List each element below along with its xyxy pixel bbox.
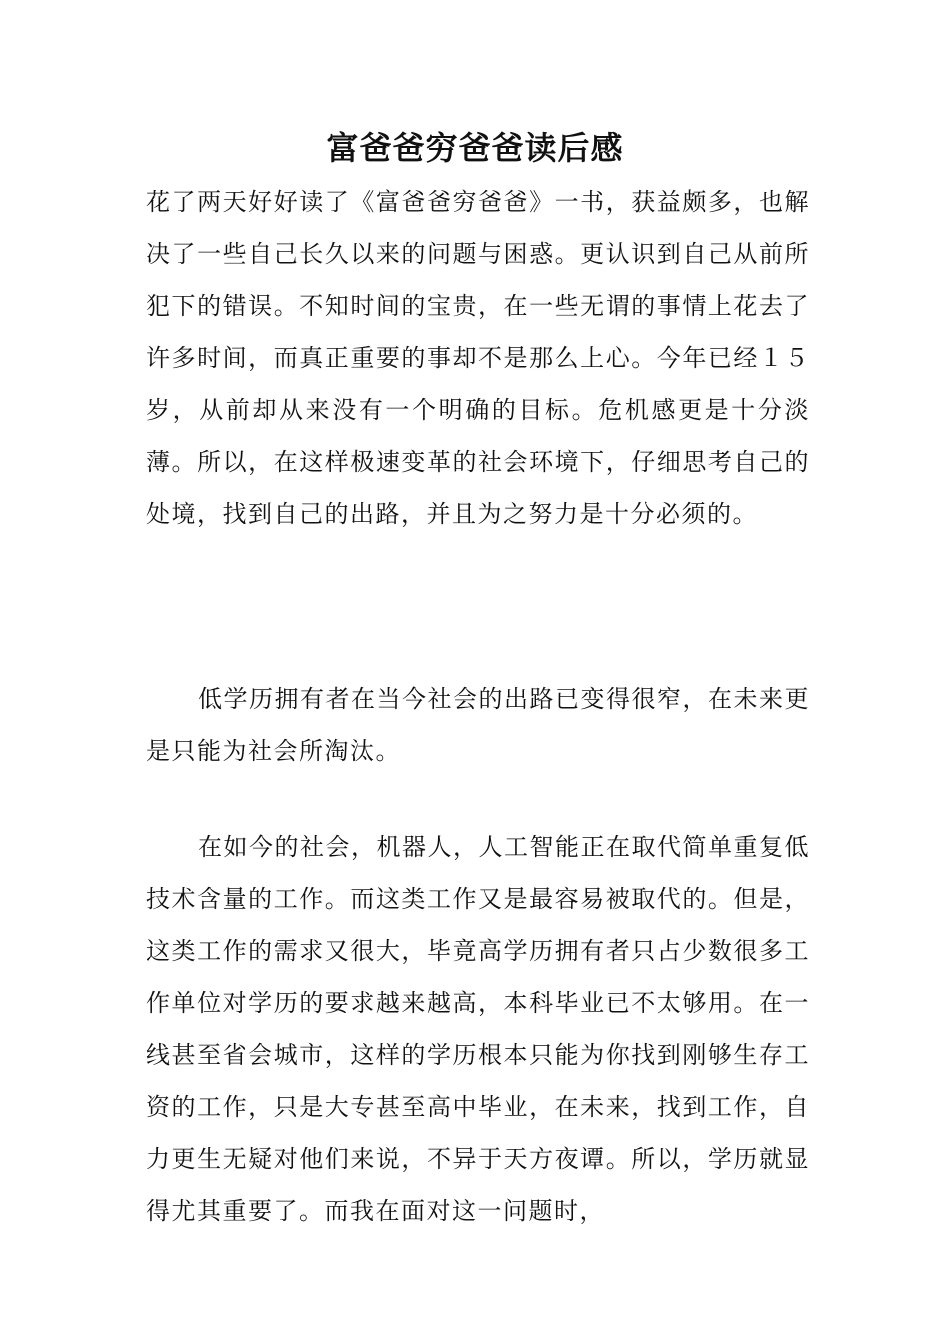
paragraph-1: 花了两天好好读了《富爸爸穷爸爸》一书，获益颇多，也解决了一些自己长久以来的问题与困惑。更认识到自己从前所犯下的错误。不知时间的宝贵，在一些无谓的事情上花去了许多时间，而真正重要的事却不是那么上心。今年已经１５岁，从前却从来没有一个明确的目标。危机感更是十分淡薄。所以，在这样极速变革的社会环境下，仔细思考自己的处境，找到自己的出路，并且为之努力是十分必须的。	[146, 188, 810, 528]
paragraph-2: 低学历拥有者在当今社会的出路已变得很窄，在未来更是只能为社会所淘汰。	[146, 685, 810, 765]
paragraph-3: 在如今的社会，机器人，人工智能正在取代简单重复低技术含量的工作。而这类工作又是最容易被取代的。但是，这类工作的需求又很大，毕竟高学历拥有者只占少数很多工作单位对学历的要求越来越高，本科毕业已不太够用。在一线甚至省会城市，这样的学历根本只能为你找到刚够生存工资的工作，只是大专甚至高中毕业，在未来，找到工作，自力更生无疑对他们来说，不异于天方夜谭。所以，学历就显得尤其重要了。而我在面对这一问题时，	[146, 833, 810, 1225]
document-title: 富爸爸穷爸爸读后感	[326, 129, 624, 167]
